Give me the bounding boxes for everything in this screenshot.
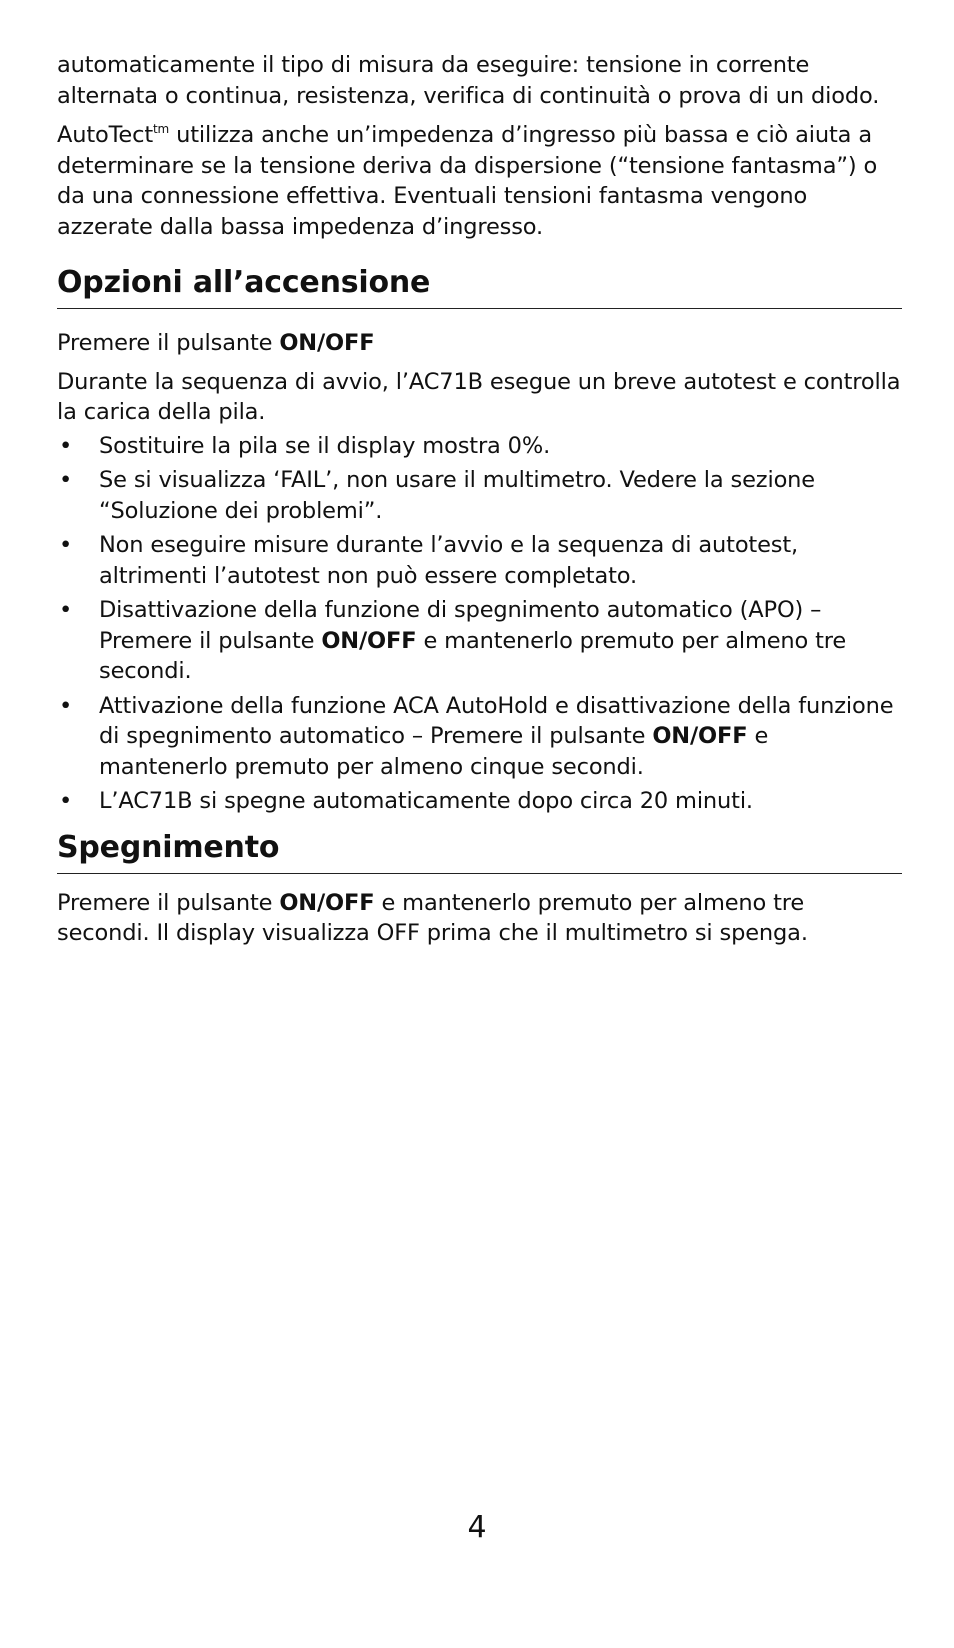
intro-paragraph-2-text: utilizza anche un’impedenza d’ingresso più bassa e ciò aiuta a determinare se la tensione deriva da dispersione (“tensione fantasma”) o da una connessione effettiva. Eventuali tensioni fantasma vengono azzerate dalla bassa impedenza d’ingresso. — [57, 122, 878, 240]
list-item-text: Attivazione della funzione ACA AutoHold e disattivazione della funzione di spegnimento automatico – Premere il pulsante — [99, 692, 894, 749]
list-item — [57, 431, 902, 462]
manual-page — [57, 50, 902, 949]
power-off-paragraph — [57, 888, 902, 949]
power-on-instruction — [57, 328, 902, 359]
list-item-text: Se si visualizza ‘FAIL’, non usare il multimetro. Vedere la sezione “Soluzione dei problemi”. — [99, 467, 815, 524]
power-on-instruction-text: Premere il pulsante — [57, 330, 280, 356]
bullet-icon: • — [59, 597, 73, 623]
list-item-text: Non eseguire misure durante l’avvio e la sequenza di autotest, altrimenti l’autotest non può essere completato. — [99, 532, 799, 589]
list-item-text: Sostituire la pila se il display mostra 0%. — [99, 432, 551, 459]
trademark-mark: tm — [153, 122, 170, 136]
bullet-icon: • — [59, 692, 73, 719]
on-off-label: ON/OFF — [652, 723, 748, 749]
bullet-icon: • — [59, 432, 73, 459]
on-off-label: ON/OFF — [279, 889, 375, 916]
list-item-text: e mantenerlo premuto per almeno cinque secondi. — [99, 723, 769, 780]
list-item-text: L’AC71B si spegne automaticamente dopo circa 20 minuti. — [99, 788, 753, 814]
list-item — [57, 691, 902, 783]
list-item-text: Disattivazione della funzione di spegnimento automatico (APO) – Premere il pulsante — [99, 597, 822, 654]
startup-description: Durante la sequenza di avvio, l’AC71B esegue un breve autotest e controlla la carica della pila. — [57, 368, 901, 425]
power-on-heading: Opzioni all’accensione — [57, 264, 902, 309]
intro-paragraph-1: automaticamente il tipo di misura da eseguire: tensione in corrente alternata o continua, resistenza, verifica di continuità o prova di un diodo. — [57, 52, 880, 109]
power-off-text: e mantenerlo premuto per almeno tre secondi. Il display visualizza OFF prima che il multimetro si spenga. — [57, 889, 808, 946]
list-item — [57, 530, 902, 591]
on-off-label: ON/OFF — [279, 330, 375, 356]
bullet-icon: • — [59, 467, 73, 493]
page-number: 4 — [467, 1510, 487, 1545]
list-item — [57, 595, 902, 687]
power-on-bullet-list — [57, 431, 902, 817]
intro-paragraph-2 — [57, 120, 902, 242]
list-item-text: e mantenerlo premuto per almeno tre secondi. — [99, 627, 847, 684]
on-off-label: ON/OFF — [321, 627, 417, 654]
list-item — [57, 465, 902, 526]
list-item — [57, 786, 902, 817]
bullet-icon: • — [59, 532, 73, 558]
bullet-icon: • — [59, 788, 73, 814]
power-off-text: Premere il pulsante — [57, 889, 280, 916]
autotect-name: AutoTect — [57, 122, 153, 148]
power-off-heading: Spegnimento — [57, 829, 902, 874]
